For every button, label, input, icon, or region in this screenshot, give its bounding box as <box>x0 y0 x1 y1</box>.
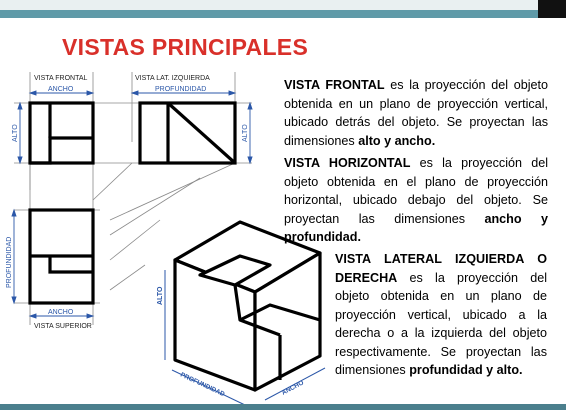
dim-label-alto-front: ALTO <box>12 124 19 142</box>
emphasis-vista-frontal: alto y ancho. <box>358 133 436 148</box>
top-decoration-band <box>0 0 566 18</box>
dim-label-ancho-front: ANCHO <box>48 86 74 93</box>
body-vista-frontal: es la proyección del objeto obtenida en un plano de proyección vertical, ubicado detrás del objeto. Se proyectan las dimensiones <box>284 78 549 148</box>
term-vista-frontal: VISTA FRONTAL <box>284 78 385 92</box>
body-vista-lateral: es la proyección del objeto obtenida en un plano de proyección vertical, ubicado a la derecha o a la izquierda del objeto respectivamente. Se proyectan las dimensiones <box>335 270 547 377</box>
dim-label-profundidad-side: PROFUNDIDAD <box>155 86 207 93</box>
label-top-view: VISTA SUPERIOR <box>34 323 92 330</box>
top-band-corner <box>538 0 566 18</box>
front-view <box>30 103 93 163</box>
dim-label-alto-side: ALTO <box>242 124 249 142</box>
iso-label-alto: ALTO <box>157 286 164 305</box>
body-vista-horizontal: es la proyección del objeto obtenida en el plano de proyección horizontal, ubicado debajo del objeto. Se proyectan las dimensiones <box>284 156 549 226</box>
label-side-view: VISTA LAT. IZQUIERDA <box>135 75 210 82</box>
iso-label-ancho: ANCHO <box>280 379 305 397</box>
top-band-bar <box>0 10 566 18</box>
paragraph-vista-lateral <box>335 250 547 380</box>
isometric-object <box>175 222 320 390</box>
iso-label-profundidad: PROFUNDIDAD <box>179 371 226 399</box>
paragraph-vista-frontal <box>284 76 548 150</box>
top-view <box>30 210 93 303</box>
emphasis-vista-horizontal: ancho y profundidad. <box>284 211 549 244</box>
slide-title: VISTAS PRINCIPALES <box>62 34 309 60</box>
left-side-view <box>140 103 235 163</box>
dim-label-ancho-top: ANCHO <box>48 309 74 316</box>
top-band-light <box>0 0 566 10</box>
bottom-decoration-band <box>0 404 566 410</box>
label-front-view: VISTA FRONTAL <box>34 75 88 82</box>
term-vista-horizontal: VISTA HORIZONTAL <box>284 156 411 170</box>
paragraph-vista-horizontal <box>284 154 548 247</box>
term-vista-lateral: VISTA LATERAL IZQUIERDA O DERECHA <box>335 252 547 285</box>
emphasis-vista-lateral: profundidad y alto. <box>409 363 523 377</box>
dim-label-profundidad-top: PROFUNDIDAD <box>6 236 13 288</box>
